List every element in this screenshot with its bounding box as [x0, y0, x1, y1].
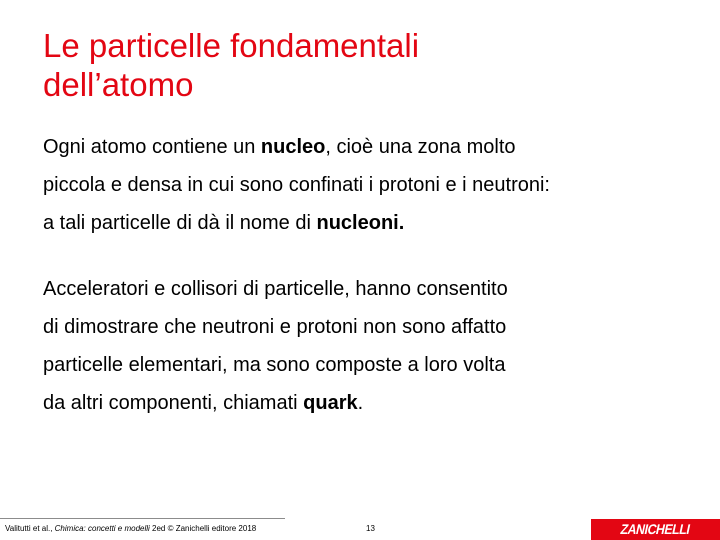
- footer-credit-authors: Valitutti et al.,: [5, 524, 55, 533]
- paragraph-line: [43, 128, 683, 166]
- paragraph-line: [43, 270, 683, 308]
- slide-title-line-2: dell’atomo: [43, 66, 194, 103]
- paragraph-line: [43, 308, 683, 346]
- text-segment: .: [357, 392, 364, 414]
- zanichelli-logo: [591, 519, 720, 540]
- text-segment: Ogni atomo contiene un: [43, 136, 261, 158]
- zanichelli-logo-text: ZANICHELLI: [619, 521, 692, 537]
- footer-credit: [5, 524, 256, 534]
- text-segment: a tali particelle di dà il nome di: [43, 212, 317, 234]
- text-segment: Acceleratori e collisori di particelle, hanno consentito: [43, 278, 508, 300]
- paragraph-line: [43, 346, 683, 384]
- paragraph-line: [43, 384, 683, 422]
- footer-credit-publisher: 2ed © Zanichelli editore 2018: [149, 524, 257, 533]
- text-segment: , cioè una zona molto: [325, 136, 516, 158]
- slide-title: [43, 26, 663, 104]
- body-paragraphs: [43, 128, 683, 422]
- bold-term: nucleo: [260, 136, 326, 158]
- body-paragraph: [43, 128, 683, 242]
- bold-term: quark: [303, 392, 358, 414]
- text-segment: particelle elementari, ma sono composte a loro volta: [43, 354, 506, 376]
- bold-term: nucleoni.: [316, 212, 405, 234]
- body-paragraph: [43, 270, 683, 422]
- paragraph-line: [43, 166, 683, 204]
- text-segment: da altri componenti, chiamati: [43, 392, 304, 414]
- footer-credit-book-title: Chimica: concetti e modelli: [54, 524, 150, 533]
- page-number: 13: [366, 524, 375, 533]
- slide-title-line-1: Le particelle fondamentali: [43, 27, 420, 64]
- text-segment: piccola e densa in cui sono confinati i protoni e i neutroni:: [43, 174, 550, 196]
- slide-body: [43, 128, 683, 422]
- footer-divider: [0, 518, 285, 519]
- paragraph-line: [43, 204, 683, 242]
- text-segment: di dimostrare che neutroni e protoni non sono affatto: [43, 316, 507, 338]
